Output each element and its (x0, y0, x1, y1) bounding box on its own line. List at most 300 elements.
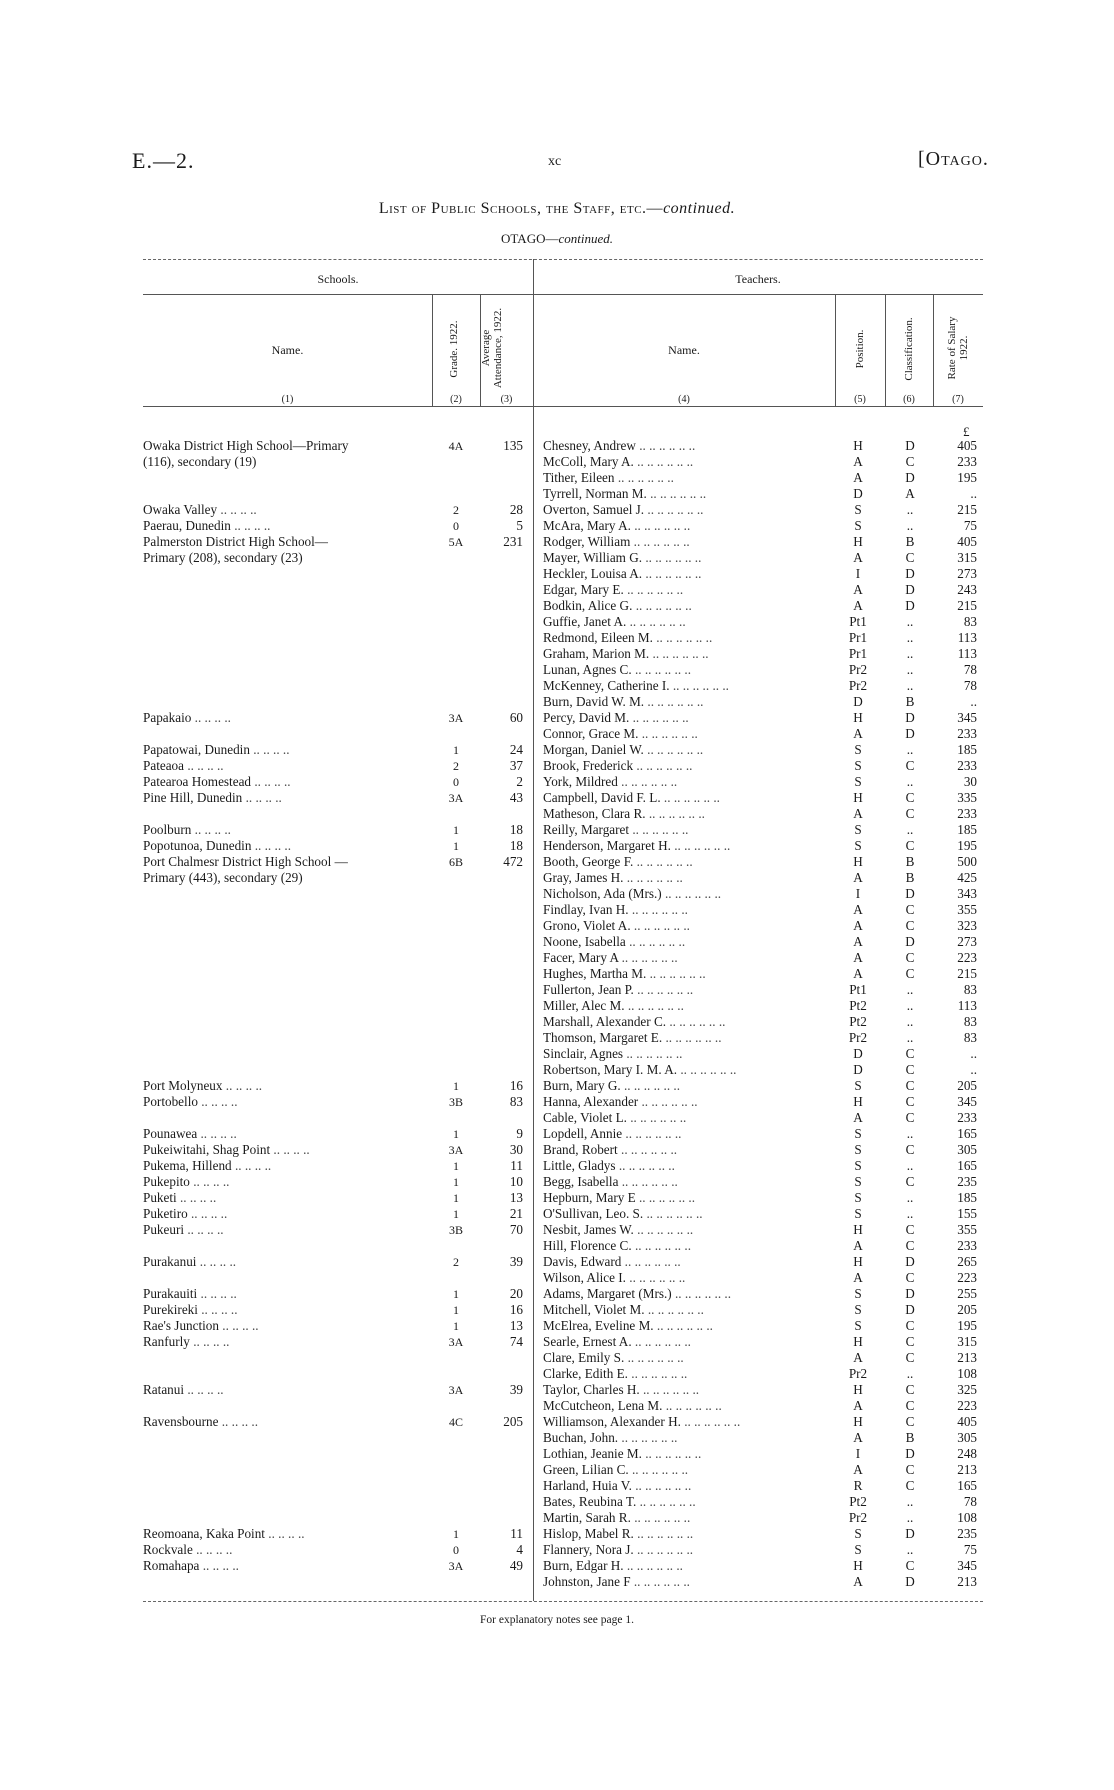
position-cell: I (855, 566, 861, 581)
table-row (0, 1110, 1114, 1126)
school-name-cell: Patearoa Homestead .. (143, 774, 428, 790)
classification-cell: .. (906, 1126, 914, 1141)
attendance-cell: 74 (509, 1334, 523, 1349)
grade-cell: 3A (448, 1559, 464, 1573)
position-cell: Pr2 (848, 1030, 868, 1045)
table-row (0, 502, 1114, 518)
classification-cell: B (905, 534, 915, 549)
attendance-cell: 43 (509, 790, 523, 805)
school-name-cell: Pateaoa .. (143, 758, 428, 774)
grade-cell: 0 (453, 775, 459, 789)
table-row (0, 1350, 1114, 1366)
position-cell: H (853, 1414, 863, 1429)
salary-cell: 215 (957, 598, 977, 613)
teacher-name-cell: McColl, Mary A. .. (543, 454, 833, 470)
position-cell: A (853, 550, 863, 565)
column-number: (6) (903, 394, 915, 405)
table-top-rule (143, 259, 983, 260)
teacher-name-cell: Miller, Alec M. .. (543, 998, 833, 1014)
teacher-name-cell: Williamson, Alexander H. .. (543, 1414, 833, 1430)
classification-cell: .. (906, 998, 914, 1013)
attendance-header: Average Attendance, 1922. (480, 307, 504, 389)
grade-cell: 1 (453, 1207, 459, 1221)
attendance-cell: 2 (516, 774, 523, 789)
teacher-name-cell: Connor, Grace M. .. (543, 726, 833, 742)
position-cell: Pt1 (849, 614, 867, 629)
table-row (0, 1398, 1114, 1414)
classification-cell: .. (906, 630, 914, 645)
school-name-cell: Owaka Valley .. (143, 502, 428, 518)
salary-cell: 165 (957, 1126, 977, 1141)
salary-cell: 185 (957, 822, 977, 837)
salary-cell: 405 (957, 1414, 977, 1429)
teacher-name-cell: Brand, Robert .. (543, 1142, 833, 1158)
position-cell: A (853, 598, 863, 613)
teacher-name-cell: Campbell, David F. L. .. (543, 790, 833, 806)
classification-cell: .. (906, 502, 914, 517)
teacher-name-cell: Little, Gladys .. (543, 1158, 833, 1174)
school-name-cell: Poolburn .. (143, 822, 428, 838)
position-cell: Pr2 (848, 678, 868, 693)
classification-cell: C (905, 1414, 915, 1429)
classification-cell: .. (906, 822, 914, 837)
column-number: (3) (500, 394, 513, 405)
grade-header: Grade. 1922. (448, 320, 460, 378)
salary-cell: 235 (957, 1526, 977, 1541)
grade-cell: 3B (448, 1095, 463, 1109)
position-cell: H (853, 1254, 863, 1269)
teacher-name-cell: Begg, Isabella .. (543, 1174, 833, 1190)
salary-cell: 500 (957, 854, 977, 869)
teacher-name-cell: Hill, Florence C. .. (543, 1238, 833, 1254)
grade-cell: 1 (453, 1191, 459, 1205)
classification-cell: .. (906, 1158, 914, 1173)
position-cell: A (853, 806, 863, 821)
table-row (0, 566, 1114, 582)
classification-cell: D (905, 1526, 915, 1541)
table-row (0, 678, 1114, 694)
classification-cell: C (905, 1398, 915, 1413)
salary-cell: 405 (957, 438, 977, 453)
teacher-name-cell: Nicholson, Ada (Mrs.) .. (543, 886, 833, 902)
teacher-name-cell: Facer, Mary A .. (543, 950, 833, 966)
grade-cell: 1 (453, 1287, 459, 1301)
position-cell: A (853, 1574, 863, 1589)
position-cell: A (853, 582, 863, 597)
column-divider (885, 294, 886, 406)
position-cell: D (853, 1046, 863, 1061)
teacher-name-cell: Gray, James H. .. (543, 870, 833, 886)
table-row (0, 966, 1114, 982)
salary-cell: 113 (957, 630, 977, 645)
salary-cell: 78 (963, 662, 977, 677)
attendance-cell: 4 (516, 1542, 523, 1557)
table-row (0, 582, 1114, 598)
grade-cell: 6B (448, 855, 463, 869)
classification-cell: C (905, 1270, 915, 1285)
teacher-name-cell: Hughes, Martha M. .. (543, 966, 833, 982)
school-name-cell: Primary (208), secondary (23) (143, 550, 303, 565)
attendance-cell: 60 (509, 710, 523, 725)
classification-cell: .. (906, 1542, 914, 1557)
teacher-name-cell: Cable, Violet L. .. (543, 1110, 833, 1126)
grade-cell: 3B (448, 1223, 463, 1237)
attendance-cell: 10 (509, 1174, 523, 1189)
teacher-name-cell: Taylor, Charles H. .. (543, 1382, 833, 1398)
attendance-cell: 9 (516, 1126, 523, 1141)
attendance-cell: 472 (503, 854, 523, 869)
salary-cell: 243 (957, 582, 977, 597)
table-row (0, 1366, 1114, 1382)
position-cell: A (853, 1430, 863, 1445)
classification-cell: C (905, 1174, 915, 1189)
classification-cell: .. (906, 614, 914, 629)
position-cell: A (853, 1350, 863, 1365)
position-cell: A (853, 934, 863, 949)
teacher-name-cell: Burn, David W. M. .. (543, 694, 833, 710)
classification-cell: C (905, 950, 915, 965)
position-cell: H (853, 1382, 863, 1397)
teacher-name-cell: Heckler, Louisa A. .. (543, 566, 833, 582)
position-cell: A (853, 726, 863, 741)
school-name-cell: Pukema, Hillend .. (143, 1158, 428, 1174)
column-divider (933, 294, 934, 406)
attendance-cell: 39 (509, 1254, 523, 1269)
position-cell: A (853, 1238, 863, 1253)
teacher-name-cell: McCutcheon, Lena M. .. (543, 1398, 833, 1414)
classification-cell: C (905, 1046, 915, 1061)
school-name-cell: Puketiro .. (143, 1206, 428, 1222)
salary-cell: 355 (957, 1222, 977, 1237)
classification-cell: A (905, 486, 915, 501)
classification-cell: C (905, 758, 915, 773)
classification-cell: C (905, 1318, 915, 1333)
position-cell: I (855, 1446, 861, 1461)
table-row (0, 1478, 1114, 1494)
teacher-name-cell: Hepburn, Mary E .. (543, 1190, 833, 1206)
school-name-cell: Owaka District High School—Primary (143, 438, 349, 453)
position-cell: S (854, 1126, 862, 1141)
position-cell: Pt1 (849, 982, 867, 997)
school-name-cell: Pukeiwitahi, Shag Point .. (143, 1142, 428, 1158)
classification-cell: C (905, 790, 915, 805)
table-bottom-rule (143, 1601, 983, 1602)
position-cell: Pr1 (848, 630, 868, 645)
grade-cell: 4A (448, 439, 464, 453)
table-row (0, 870, 1114, 886)
teacher-name-cell: Guffie, Janet A. .. (543, 614, 833, 630)
salary-cell: 323 (957, 918, 977, 933)
attendance-cell: 16 (509, 1302, 523, 1317)
teacher-name-cell: Chesney, Andrew .. (543, 438, 833, 454)
table-row (0, 806, 1114, 822)
page-subtitle-text: OTAGO— (501, 231, 559, 246)
classification-cell: D (905, 726, 915, 741)
position-cell: D (853, 694, 863, 709)
classification-cell: .. (906, 646, 914, 661)
school-name-cell: Purakauiti .. (143, 1286, 428, 1302)
teacher-name-cell: Tither, Eileen .. (543, 470, 833, 486)
grade-cell: 3A (448, 791, 464, 805)
table-row (0, 486, 1114, 502)
position-cell: Pr2 (848, 662, 868, 677)
classification-cell: .. (906, 1190, 914, 1205)
position-cell: A (853, 870, 863, 885)
salary-cell: 233 (957, 1238, 977, 1253)
classification-cell: D (905, 582, 915, 597)
salary-cell: 223 (957, 950, 977, 965)
salary-cell: 30 (963, 774, 977, 789)
table-row (0, 438, 1114, 454)
school-name-cell: Palmerston District High School— (143, 534, 328, 549)
table-row (0, 598, 1114, 614)
table-row (0, 1446, 1114, 1462)
salary-cell: 213 (957, 1462, 977, 1477)
school-name-cell: Romahapa .. (143, 1558, 428, 1574)
position-cell: A (853, 1462, 863, 1477)
region-header: [Otago. (918, 148, 989, 170)
position-cell: H (853, 1558, 863, 1573)
attendance-cell: 39 (509, 1382, 523, 1397)
table-row (0, 1222, 1114, 1238)
teacher-name-cell: Hislop, Mabel R. .. (543, 1526, 833, 1542)
classification-cell: .. (906, 1206, 914, 1221)
salary-cell: 113 (957, 998, 977, 1013)
teacher-name-cell: Burn, Edgar H. .. (543, 1558, 833, 1574)
classification-cell: .. (906, 678, 914, 693)
teacher-name-cell: Graham, Marion M. .. (543, 646, 833, 662)
teacher-name-cell: Hanna, Alexander .. (543, 1094, 833, 1110)
table-row (0, 982, 1114, 998)
column-header-rule (143, 406, 983, 407)
teacher-name-cell: Wilson, Alice I. .. (543, 1270, 833, 1286)
attendance-cell: 18 (509, 838, 523, 853)
table-row (0, 534, 1114, 550)
salary-cell: 113 (957, 646, 977, 661)
attendance-cell: 24 (509, 742, 523, 757)
salary-cell: 215 (957, 502, 977, 517)
teacher-name-cell: Tyrrell, Norman M. .. (543, 486, 833, 502)
position-cell: S (854, 742, 862, 757)
school-name-cell: Pine Hill, Dunedin .. (143, 790, 428, 806)
salary-cell: 233 (957, 758, 977, 773)
group-header-rule (143, 294, 983, 295)
grade-cell: 2 (453, 503, 459, 517)
salary-cell: 345 (957, 1558, 977, 1573)
table-row (0, 1254, 1114, 1270)
table-row (0, 1382, 1114, 1398)
salary-cell: 213 (957, 1574, 977, 1589)
classification-cell: D (905, 1574, 915, 1589)
position-cell: Pr2 (848, 1510, 868, 1525)
classification-header: Classification. (903, 317, 915, 381)
teacher-name-cell: Clare, Emily S. .. (543, 1350, 833, 1366)
teacher-name-cell: Reilly, Margaret .. (543, 822, 833, 838)
salary-cell: 273 (957, 566, 977, 581)
salary-cell: 83 (963, 614, 977, 629)
school-name-cell: Rockvale .. (143, 1542, 428, 1558)
position-cell: D (853, 1062, 863, 1077)
school-name-cell: Papatowai, Dunedin .. (143, 742, 428, 758)
column-number: (5) (854, 394, 866, 405)
teachers-group-header: Teachers. (735, 272, 781, 286)
school-name-header: Name. (271, 343, 304, 357)
grade-cell: 3A (448, 1383, 464, 1397)
school-name-cell: Popotunoa, Dunedin .. (143, 838, 428, 854)
grade-cell: 5A (448, 535, 464, 549)
teacher-name-cell: Grono, Violet A. .. (543, 918, 833, 934)
position-cell: S (854, 1078, 862, 1093)
grade-cell: 1 (453, 743, 459, 757)
table-row (0, 1430, 1114, 1446)
position-cell: S (854, 774, 862, 789)
table-row (0, 710, 1114, 726)
table-row (0, 1542, 1114, 1558)
salary-cell: 165 (957, 1158, 977, 1173)
position-header: Position. (854, 329, 866, 369)
classification-cell: C (905, 1142, 915, 1157)
column-divider (432, 294, 433, 406)
table-row (0, 838, 1114, 854)
column-number: (7) (952, 394, 964, 405)
teacher-name-cell: Flannery, Nora J. .. (543, 1542, 833, 1558)
attendance-cell: 49 (509, 1558, 523, 1573)
school-name-cell: Port Chalmesr District High School — (143, 854, 348, 869)
classification-cell: D (905, 566, 915, 581)
table-row (0, 550, 1114, 566)
classification-cell: C (905, 1558, 915, 1573)
classification-cell: C (905, 838, 915, 853)
position-cell: A (853, 1110, 863, 1125)
salary-cell: 78 (963, 678, 977, 693)
teacher-name-cell: Buchan, John. .. (543, 1430, 833, 1446)
position-cell: S (854, 1542, 862, 1557)
position-cell: S (854, 1158, 862, 1173)
classification-cell: C (905, 550, 915, 565)
position-cell: Pt2 (849, 1494, 867, 1509)
school-name-cell: Purekireki .. (143, 1302, 428, 1318)
classification-cell: C (905, 1382, 915, 1397)
attendance-cell: 28 (509, 502, 523, 517)
position-cell: H (853, 710, 863, 725)
grade-cell: 3A (448, 711, 464, 725)
teacher-name-cell: Johnston, Jane F .. (543, 1574, 833, 1590)
position-cell: S (854, 1206, 862, 1221)
table-row (0, 950, 1114, 966)
page-subtitle (0, 231, 1114, 247)
classification-cell: .. (906, 1014, 914, 1029)
table-row (0, 1574, 1114, 1590)
classification-cell: D (905, 1254, 915, 1269)
attendance-cell: 21 (509, 1206, 523, 1221)
position-cell: A (853, 966, 863, 981)
salary-cell: 315 (957, 550, 977, 565)
grade-cell: 1 (453, 1175, 459, 1189)
currency-symbol: £ (963, 424, 970, 439)
table-row (0, 1302, 1114, 1318)
teacher-name-cell: McAra, Mary A. .. (543, 518, 833, 534)
teacher-name-cell: Redmond, Eileen M. .. (543, 630, 833, 646)
teacher-name-cell: Adams, Margaret (Mrs.) .. (543, 1286, 833, 1302)
teacher-name-cell: McElrea, Eveline M. .. (543, 1318, 833, 1334)
teacher-name-cell: Green, Lilian C. .. (543, 1462, 833, 1478)
position-cell: S (854, 1302, 862, 1317)
salary-cell: 325 (957, 1382, 977, 1397)
school-name-cell: Papakaio .. (143, 710, 428, 726)
position-cell: S (854, 1142, 862, 1157)
table-row (0, 1174, 1114, 1190)
classification-cell: .. (906, 1030, 914, 1045)
salary-cell: 223 (957, 1398, 977, 1413)
position-cell: H (853, 854, 863, 869)
salary-cell: 108 (957, 1510, 977, 1525)
grade-cell: 3A (448, 1335, 464, 1349)
classification-cell: C (905, 806, 915, 821)
position-cell: Pt2 (849, 998, 867, 1013)
school-name-cell: Reomoana, Kaka Point .. (143, 1526, 428, 1542)
table-row (0, 1510, 1114, 1526)
classification-cell: D (905, 1302, 915, 1317)
table-row (0, 790, 1114, 806)
salary-cell: 233 (957, 1110, 977, 1125)
salary-cell: 205 (957, 1302, 977, 1317)
table-row (0, 1462, 1114, 1478)
classification-cell: D (905, 1446, 915, 1461)
classification-cell: D (905, 598, 915, 613)
classification-cell: C (905, 454, 915, 469)
salary-cell: 233 (957, 806, 977, 821)
position-cell: A (853, 950, 863, 965)
position-cell: A (853, 918, 863, 933)
salary-cell: 265 (957, 1254, 977, 1269)
salary-cell: 233 (957, 454, 977, 469)
salary-cell: 108 (957, 1366, 977, 1381)
column-number: (2) (450, 394, 462, 405)
column-divider (835, 294, 836, 406)
table-row (0, 822, 1114, 838)
classification-cell: D (905, 438, 915, 453)
table-row (0, 774, 1114, 790)
school-name-cell: Ravensbourne .. (143, 1414, 428, 1430)
grade-cell: 0 (453, 519, 459, 533)
salary-cell: 195 (957, 838, 977, 853)
salary-cell: .. (970, 694, 977, 709)
attendance-cell: 11 (510, 1158, 523, 1173)
page-title-text: List of Public Schools, the Staff, etc.— (378, 200, 664, 217)
page-title (0, 200, 1114, 218)
table-row (0, 694, 1114, 710)
position-cell: D (853, 486, 863, 501)
school-name-cell: Ranfurly .. (143, 1334, 428, 1350)
staff-table-body (0, 438, 1114, 1590)
teacher-name-cell: Bodkin, Alice G. .. (543, 598, 833, 614)
classification-cell: D (905, 1286, 915, 1301)
table-row (0, 934, 1114, 950)
position-cell: S (854, 1174, 862, 1189)
teacher-name-cell: Lopdell, Annie .. (543, 1126, 833, 1142)
salary-cell: 83 (963, 982, 977, 997)
table-row (0, 1014, 1114, 1030)
classification-cell: B (905, 870, 915, 885)
position-cell: Pr2 (848, 1366, 868, 1381)
teacher-name-cell: Fullerton, Jean P. .. (543, 982, 833, 998)
school-name-cell: Paerau, Dunedin .. (143, 518, 428, 534)
teacher-name-cell: Robertson, Mary I. M. A. .. (543, 1062, 833, 1078)
classification-cell: C (905, 902, 915, 917)
salary-cell: 233 (957, 726, 977, 741)
position-cell: S (854, 1318, 862, 1333)
classification-cell: C (905, 1222, 915, 1237)
